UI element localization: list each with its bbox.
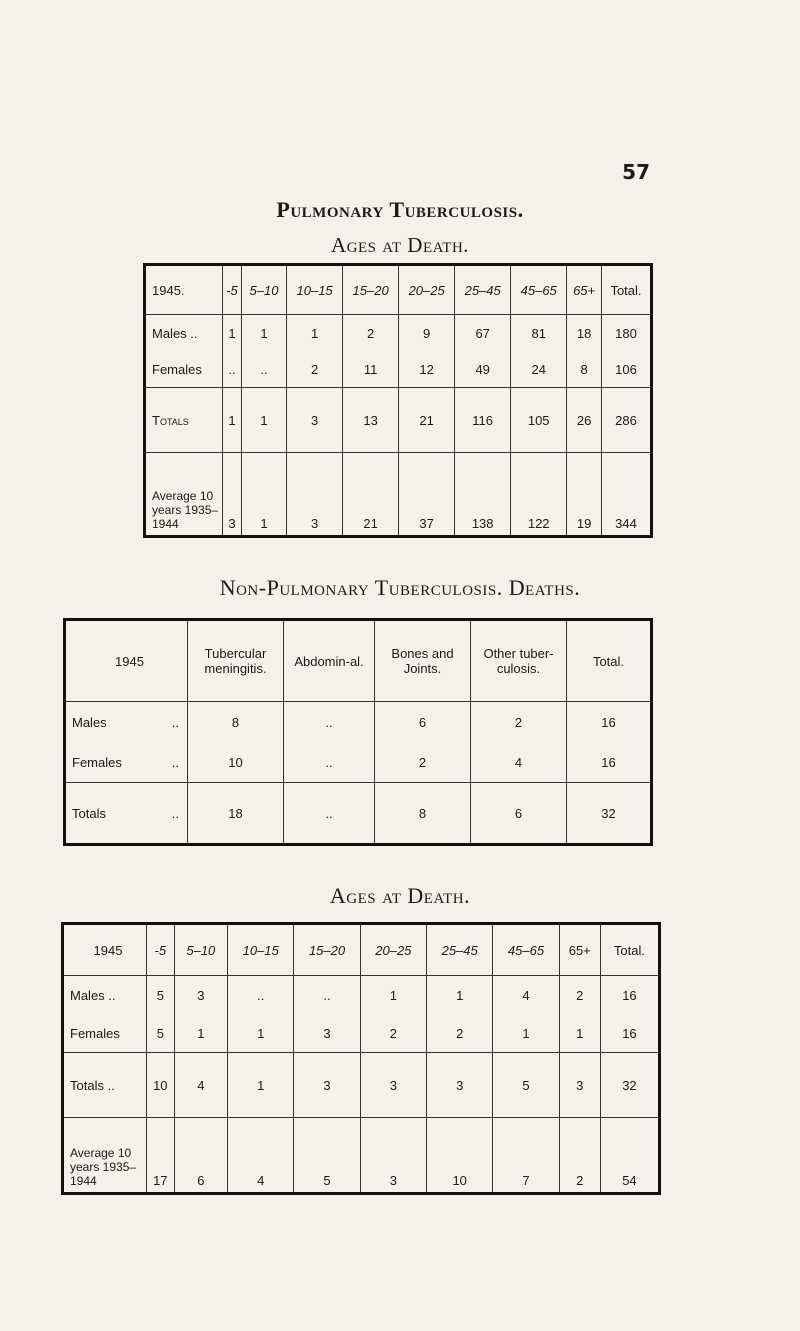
table-cell: 122: [511, 453, 567, 537]
table-cell: 2: [427, 1014, 493, 1053]
table-cell: 4: [471, 742, 567, 783]
row-label: Totals: [145, 388, 223, 453]
col-header: 65+: [567, 265, 602, 315]
table-cell: 37: [399, 453, 455, 537]
table-cell: 2: [471, 702, 567, 743]
col-header: 25–45: [455, 265, 511, 315]
table-cell: 3: [427, 1053, 493, 1118]
table-cell: 54: [600, 1118, 659, 1194]
table-cell: 6: [174, 1118, 227, 1194]
table-cell: 16: [600, 1014, 659, 1053]
table-cell: 1: [228, 1053, 294, 1118]
table-cell: 2: [375, 742, 471, 783]
col-header: -5: [223, 265, 242, 315]
table-cell: 8: [188, 702, 284, 743]
page-title: Pulmonary Tuberculosis.: [276, 197, 524, 222]
table-cell: 344: [602, 453, 652, 537]
table-cell: 8: [567, 351, 602, 388]
col-header: 1945.: [145, 265, 223, 315]
col-header: Total.: [567, 620, 652, 702]
table-cell: 3: [559, 1053, 600, 1118]
col-header: Total.: [602, 265, 652, 315]
table-cell: ..: [284, 783, 375, 845]
table-cell: ..: [223, 351, 242, 388]
col-header: 1945: [65, 620, 188, 702]
non-pulmonary-table: [63, 618, 653, 846]
col-header: Tubercular meningitis.: [188, 620, 284, 702]
table-cell: 9: [399, 315, 455, 352]
table-cell: 1: [427, 976, 493, 1015]
row-label: Totals ..: [63, 1053, 147, 1118]
table-cell: 18: [188, 783, 284, 845]
table-cell: 1: [360, 976, 426, 1015]
table-cell: 2: [559, 976, 600, 1015]
section-subtitle: Ages at Death.: [330, 233, 470, 257]
page-number: 57: [622, 160, 650, 184]
row-label: Males ..: [70, 987, 116, 1003]
table-cell: 7: [493, 1118, 559, 1194]
table-cell: ..: [294, 976, 360, 1015]
row-label: Males ..: [152, 325, 198, 341]
col-header: 1945: [63, 924, 147, 976]
col-header: Total.: [600, 924, 659, 976]
table-cell: 81: [511, 315, 567, 352]
table-cell: 21: [399, 388, 455, 453]
table-cell: 3: [360, 1053, 426, 1118]
table-cell: 1: [174, 1014, 227, 1053]
table-cell: 26: [567, 388, 602, 453]
table-cell: 32: [567, 783, 652, 845]
table-cell: 1: [228, 1014, 294, 1053]
table-cell: 8: [375, 783, 471, 845]
table-cell: 105: [511, 388, 567, 453]
table-cell: ..: [284, 742, 375, 783]
col-header: -5: [147, 924, 175, 976]
table-cell: 106: [602, 351, 652, 388]
table-cell: 10: [427, 1118, 493, 1194]
table-cell: 13: [343, 388, 399, 453]
section-subtitle: Ages at Death.: [329, 883, 471, 908]
table-cell: 2: [343, 315, 399, 352]
table-cell: 16: [567, 742, 652, 783]
table-cell: 3: [174, 976, 227, 1015]
col-header: 20–25: [360, 924, 426, 976]
table-cell: 116: [455, 388, 511, 453]
table-cell: 1: [241, 453, 286, 537]
table-cell: 1: [223, 388, 242, 453]
table-cell: 16: [567, 702, 652, 743]
row-label: Females: [63, 1014, 147, 1053]
col-header: 5–10: [241, 265, 286, 315]
non-pulmonary-ages-table: [61, 922, 661, 1195]
table-cell: ..: [228, 976, 294, 1015]
col-header: 10–15: [228, 924, 294, 976]
col-header: Bones and Joints.: [375, 620, 471, 702]
table-cell: 1: [241, 315, 286, 352]
table-cell: 3: [294, 1053, 360, 1118]
col-header: 20–25: [399, 265, 455, 315]
table-cell: 5: [294, 1118, 360, 1194]
table-cell: 11: [343, 351, 399, 388]
col-header: Abdomin-al.: [284, 620, 375, 702]
col-header: 25–45: [427, 924, 493, 976]
table-cell: 12: [399, 351, 455, 388]
table-cell: 5: [147, 1014, 175, 1053]
table-cell: 1: [559, 1014, 600, 1053]
table-cell: 3: [360, 1118, 426, 1194]
table-cell: 10: [147, 1053, 175, 1118]
table-cell: 1: [223, 315, 242, 352]
row-label: Average 10 years 1935–1944: [70, 1146, 137, 1188]
table-cell: 4: [174, 1053, 227, 1118]
col-header: 5–10: [174, 924, 227, 976]
table-cell: 32: [600, 1053, 659, 1118]
table-cell: 5: [147, 976, 175, 1015]
col-header: 45–65: [493, 924, 559, 976]
table-cell: 5: [493, 1053, 559, 1118]
table-cell: 2: [360, 1014, 426, 1053]
table-cell: 6: [375, 702, 471, 743]
table-cell: 1: [287, 315, 343, 352]
table-cell: 3: [287, 453, 343, 537]
table-cell: 3: [294, 1014, 360, 1053]
row-label: Males ..: [72, 714, 179, 730]
col-header: 65+: [559, 924, 600, 976]
table-cell: 4: [493, 976, 559, 1015]
table-cell: 138: [455, 453, 511, 537]
table-cell: 3: [287, 388, 343, 453]
table-cell: 180: [602, 315, 652, 352]
table-cell: 18: [567, 315, 602, 352]
table-cell: 49: [455, 351, 511, 388]
table-cell: 17: [147, 1118, 175, 1194]
table-cell: 67: [455, 315, 511, 352]
table-cell: 6: [471, 783, 567, 845]
table-cell: 1: [241, 388, 286, 453]
col-header: 15–20: [343, 265, 399, 315]
section-title: Non-Pulmonary Tuberculosis. Deaths.: [219, 575, 581, 600]
table-cell: 10: [188, 742, 284, 783]
table-cell: 1: [493, 1014, 559, 1053]
col-header: 10–15: [287, 265, 343, 315]
row-label: Average 10 years 1935–1944: [152, 489, 219, 531]
table-cell: ..: [241, 351, 286, 388]
col-header: 15–20: [294, 924, 360, 976]
col-header: Other tuber-culosis.: [471, 620, 567, 702]
table-cell: 2: [559, 1118, 600, 1194]
pulmonary-ages-table: [143, 263, 653, 538]
table-cell: 4: [228, 1118, 294, 1194]
table-cell: 2: [287, 351, 343, 388]
row-label: Totals ..: [72, 805, 179, 821]
table-cell: 286: [602, 388, 652, 453]
table-cell: 19: [567, 453, 602, 537]
row-label: Females ..: [65, 742, 188, 783]
table-cell: 16: [600, 976, 659, 1015]
col-header: 45–65: [511, 265, 567, 315]
table-cell: ..: [284, 702, 375, 743]
table-cell: 3: [223, 453, 242, 537]
table-cell: 21: [343, 453, 399, 537]
row-label: Females: [145, 351, 223, 388]
table-cell: 24: [511, 351, 567, 388]
